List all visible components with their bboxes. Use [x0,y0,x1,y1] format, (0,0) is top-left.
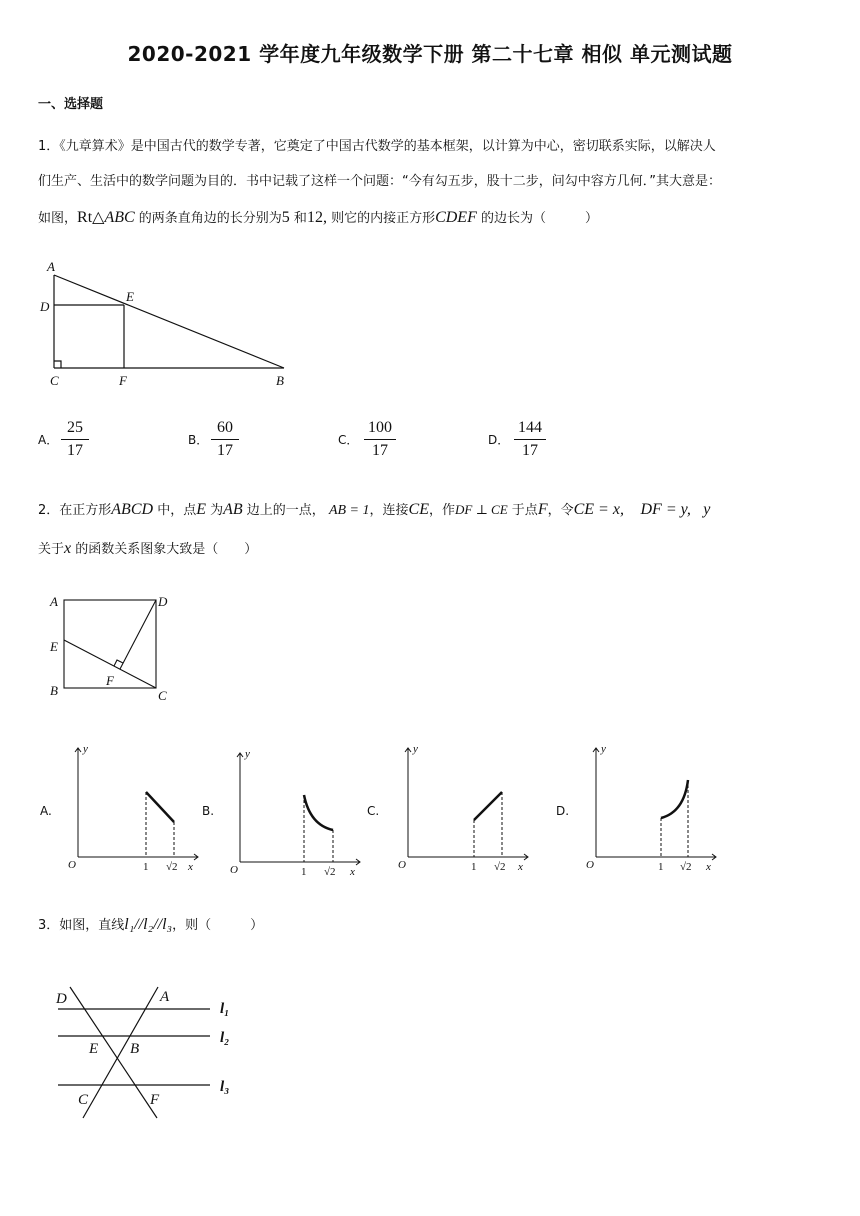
q2-option-a-label[interactable]: A. [40,804,52,818]
q2-graph-d[interactable] [578,740,728,880]
svg-text:O: O [230,864,238,876]
svg-text:√2: √2 [680,861,692,873]
q1-option-b-label[interactable]: B． [188,433,209,447]
svg-text:x: x [706,861,711,873]
svg-text:E: E [50,639,58,654]
q1-fig-label-b: B [276,373,284,388]
q2-text-line2: 关于x 的函数关系图象大致是（ ） [38,540,258,557]
svg-text:x: x [350,866,355,878]
q2-option-b-label[interactable]: B. [202,804,215,818]
q1-fig-label-a: A [47,259,55,274]
svg-text:√2: √2 [324,866,336,878]
q2-graph-a[interactable] [60,740,210,880]
svg-text:C: C [158,688,167,703]
svg-text:C: C [78,1092,89,1108]
svg-text:l₁: l₁ [220,1001,230,1017]
q2-graph-c[interactable] [390,740,540,880]
q1-fig-label-c: C [50,373,59,388]
q1-option-a-fraction[interactable]: 25 17 [55,419,95,460]
svg-text:x: x [518,861,523,873]
q2-graph-b[interactable] [222,745,372,885]
svg-text:1: 1 [143,861,149,873]
section-heading: 一、选择题 [38,97,104,112]
q1-option-d-label[interactable]: D． [488,433,510,447]
svg-text:O: O [398,859,406,871]
svg-text:y: y [83,743,88,755]
q2-option-d-label[interactable]: D. [556,804,570,818]
svg-text:l₂: l₂ [220,1030,230,1046]
q2-option-c-label[interactable]: C. [367,804,380,818]
q1-text-line1: 1．《九章算术》是中国古代的数学专著，它奠定了中国古代数学的基本框架，以计算为中心，密切联系实际，以解决人 [38,139,716,154]
svg-text:1: 1 [301,866,307,878]
q1-text-line2: 们生产、生活中的数学问题为目的．书中记载了这样一个问题：“今有勾五步，股十二步，问勾中容方几何．”其大意是： [38,174,721,189]
svg-text:B: B [130,1041,140,1057]
q2-text-line1: 2．在正方形ABCD 中，点E 为AB 边上的一点， AB = 1，连接CE，作DF ⊥ CE 于点F，令CE = x, DF = y, y [38,501,711,518]
svg-text:A: A [50,594,58,609]
svg-text:l₃: l₃ [220,1079,230,1095]
q1-option-d-fraction[interactable]: 144 17 [508,419,552,460]
q1-option-a-label[interactable]: A． [38,433,59,447]
svg-text:√2: √2 [494,861,506,873]
q1-fig-label-f: F [119,373,127,388]
q3-parallel-lines-figure [40,975,280,1125]
svg-text:B: B [50,683,58,698]
q1-fig-label-e: E [126,289,134,304]
svg-text:O: O [68,859,76,871]
svg-text:y: y [601,743,606,755]
svg-text:x: x [188,861,193,873]
q1-triangle-figure [30,255,300,395]
q1-option-c-label[interactable]: C． [338,433,359,447]
q1-text-line3: 如图，Rt△ABC 的两条直角边的长分别为5 和12, 则它的内接正方形CDEF 的边长为（ ） [38,209,598,226]
q3-text: 3．如图，直线l₁//l₂//l₃，则（ ） [38,916,264,933]
svg-text:1: 1 [658,861,664,873]
svg-text:F: F [150,1092,160,1108]
svg-text:A: A [160,989,170,1005]
svg-text:y: y [245,748,250,760]
svg-text:O: O [586,859,594,871]
svg-text:1: 1 [471,861,477,873]
q2-square-figure [40,590,180,705]
q1-option-b-fraction[interactable]: 60 17 [205,419,245,460]
svg-text:F: F [106,673,114,688]
svg-text:√2: √2 [166,861,178,873]
q1-fig-label-d: D [40,299,50,314]
svg-text:D: D [56,991,67,1007]
svg-text:y: y [413,743,418,755]
q1-option-c-fraction[interactable]: 100 17 [358,419,402,460]
svg-text:E: E [89,1041,99,1057]
svg-text:D: D [158,594,168,609]
page-title: 2020-2021 学年度九年级数学下册 第二十七章 相似 单元测试题 [127,42,733,66]
